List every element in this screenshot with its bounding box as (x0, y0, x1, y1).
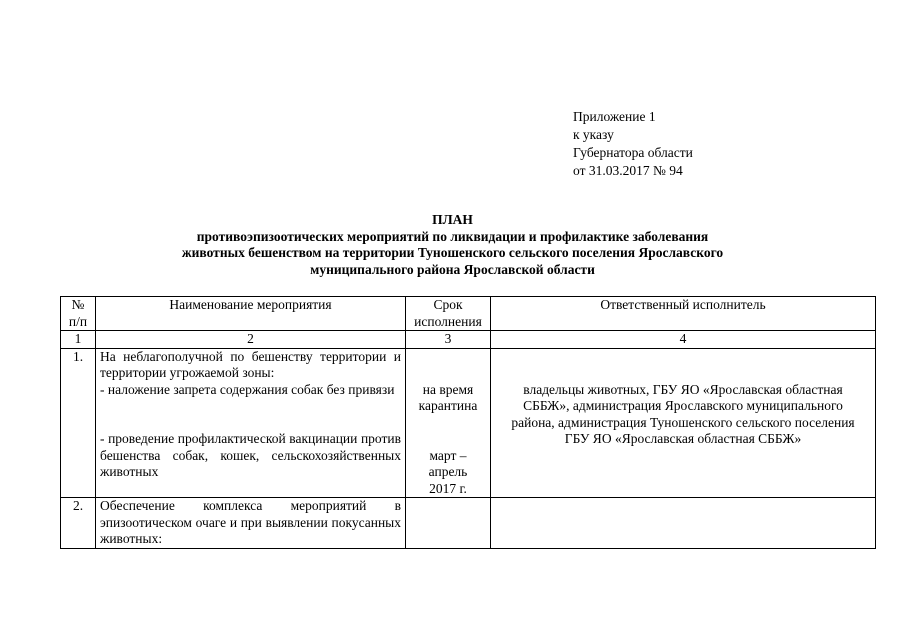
document-title (130, 212, 775, 278)
row-item-executor: ГБУ ЯО «Ярославская областная СББЖ» (564, 431, 802, 446)
column-number-row (61, 331, 876, 349)
table-row (61, 348, 876, 498)
row-number: 1. (61, 348, 96, 498)
column-number: 1 (61, 331, 96, 349)
header-executor: Ответственный исполнитель (491, 297, 876, 331)
row-item-name: - наложение запрета содержания собак без привязи (100, 381, 395, 397)
title-line: противоэпизоотических мероприятий по ликвидации и профилактике заболевания (196, 228, 709, 244)
title-line: животных бешенством на территории Туношенского сельского поселения Ярославского (181, 245, 724, 260)
spacer (410, 415, 486, 448)
column-number: 3 (406, 331, 491, 349)
row-item-term: на время карантина (418, 381, 478, 413)
row-executor-cell (491, 348, 876, 498)
appendix-block (573, 108, 693, 180)
row-term-cell (406, 348, 491, 498)
plan-table (60, 296, 876, 549)
column-number: 4 (491, 331, 876, 349)
row-name-cell (96, 348, 406, 498)
row-item-name: - проведение профилактической вакцинации против бешенства собак, кошек, сельскохозяйственных животных (100, 431, 401, 479)
title-line: муниципального района Ярославской области (310, 261, 595, 277)
title-heading: ПЛАН (432, 212, 473, 227)
appendix-line: Приложение 1 (573, 109, 656, 124)
header-num: № п/п (61, 297, 96, 331)
row-item-term: март – апрель 2017 г. (428, 447, 468, 496)
spacer (410, 349, 486, 382)
table-header-row (61, 297, 876, 331)
spacer (495, 349, 871, 382)
header-name: Наименование мероприятия (96, 297, 406, 331)
appendix-line: к указу (573, 127, 614, 142)
row-term-cell (406, 498, 491, 549)
table-row (61, 498, 876, 549)
appendix-line: Губернатора области (573, 145, 693, 160)
row-name-cell: Обеспечение комплекса мероприятий в эпизоотическом очаге и при выявлении покусанных животных: (96, 498, 406, 549)
spacer (100, 398, 401, 431)
row-item-executor: владельцы животных, ГБУ ЯО «Ярославская областная СББЖ», администрация Ярославского муниципального района, администрация Туношенского сельского поселения (511, 381, 855, 430)
row-intro: На неблагополучной по бешенству территории и территории угрожаемой зоны: (100, 348, 401, 380)
appendix-line: от 31.03.2017 № 94 (573, 163, 683, 178)
header-term: Срок исполнения (406, 297, 491, 331)
row-executor-cell (491, 498, 876, 549)
row-number: 2. (61, 498, 96, 549)
column-number: 2 (96, 331, 406, 349)
